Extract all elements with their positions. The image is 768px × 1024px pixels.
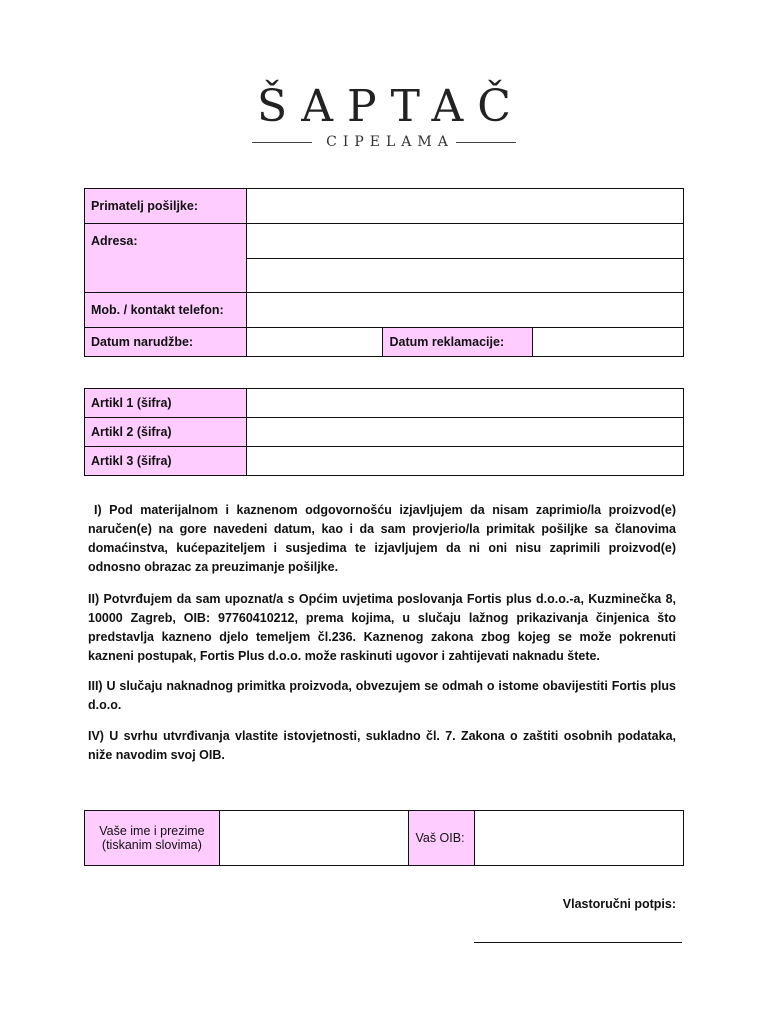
paragraph-text: U svrhu utvrđivanja vlastite istovjetnosti, sukladno čl. 7. Zakona o zaštiti osobnih podataka, niže navodim svoj OIB. <box>88 729 676 762</box>
phone-field[interactable] <box>246 293 683 328</box>
address-label: Adresa: <box>85 224 247 293</box>
oib-field[interactable] <box>475 811 684 866</box>
paragraph-number: III) <box>88 679 103 693</box>
article-1-label: Artikl 1 (šifra) <box>85 389 247 418</box>
logo-divider-right <box>456 142 516 143</box>
signature-line[interactable] <box>474 942 682 943</box>
article-3-label: Artikl 3 (šifra) <box>85 447 247 476</box>
identity-table <box>84 810 684 866</box>
paragraph-number: IV) <box>88 729 104 743</box>
order-date-field[interactable] <box>246 328 383 357</box>
recipient-field[interactable] <box>246 189 683 224</box>
declaration-paragraph-1 <box>88 501 676 577</box>
paragraph-text: Potvrđujem da sam upoznat/a s Općim uvjetima poslovanja Fortis plus d.o.o.-a, Kuzminečka 8, 10000 Zagreb, OIB: 97760410212, prema kojima, u slučaju lažnog prikazivanja činjenica što predstavlja kazneno djelo temeljem čl.236. Kaznenog zakona zbog kojeg se može pokrenuti kazneni postupak, Fortis Plus d.o.o. može raskinuti ugovor i zahtijevati naknadu štete. <box>88 592 676 663</box>
article-1-field[interactable] <box>246 389 683 418</box>
declaration-paragraph-2 <box>88 590 676 666</box>
address-field-line2[interactable] <box>246 259 683 293</box>
name-label-line1: Vaše ime i prezime <box>99 824 205 838</box>
phone-label: Mob. / kontakt telefon: <box>85 293 247 328</box>
name-label <box>85 811 220 866</box>
declaration-paragraph-3 <box>88 677 676 715</box>
paragraph-text: U slučaju naknadnog primitka proizvoda, obvezujem se odmah o istome obavijestiti Fortis plus d.o.o. <box>88 679 676 712</box>
name-label-line2: (tiskanim slovima) <box>101 838 202 852</box>
article-2-label: Artikl 2 (šifra) <box>85 418 247 447</box>
paragraph-text: Pod materijalnom i kaznenom odgovornošću izjavljujem da nisam zaprimio/la proizvod(e) naručen(e) na gore navedeni datum, kao i da sam provjerio/la primitak pošiljke sa članovima domaćinstva, kućepaziteljem i susjedima te izjavljujem da ni oni nisu zaprimili proizvod(e) odnosno obrazac za preuzimanje pošiljke. <box>88 503 676 574</box>
article-2-field[interactable] <box>246 418 683 447</box>
order-date-label: Datum narudžbe: <box>85 328 247 357</box>
logo-subtitle: CIPELAMA <box>326 134 454 150</box>
paragraph-number: II) <box>88 592 100 606</box>
oib-label: Vaš OIB: <box>409 811 475 866</box>
brand-logo <box>0 82 768 150</box>
name-field[interactable] <box>219 811 409 866</box>
declaration-paragraph-4 <box>88 727 676 765</box>
recipient-label: Primatelj pošiljke: <box>85 189 247 224</box>
complaint-date-label: Datum reklamacije: <box>383 328 533 357</box>
complaint-date-field[interactable] <box>533 328 684 357</box>
signature-label: Vlastoručni potpis: <box>562 897 676 911</box>
recipient-table <box>84 188 684 357</box>
articles-table <box>84 388 684 476</box>
logo-title: ŠAPTAČ <box>257 81 525 132</box>
logo-subtitle-row <box>0 134 768 150</box>
address-field-line1[interactable] <box>246 224 683 259</box>
paragraph-number: I) <box>94 503 102 517</box>
article-3-field[interactable] <box>246 447 683 476</box>
